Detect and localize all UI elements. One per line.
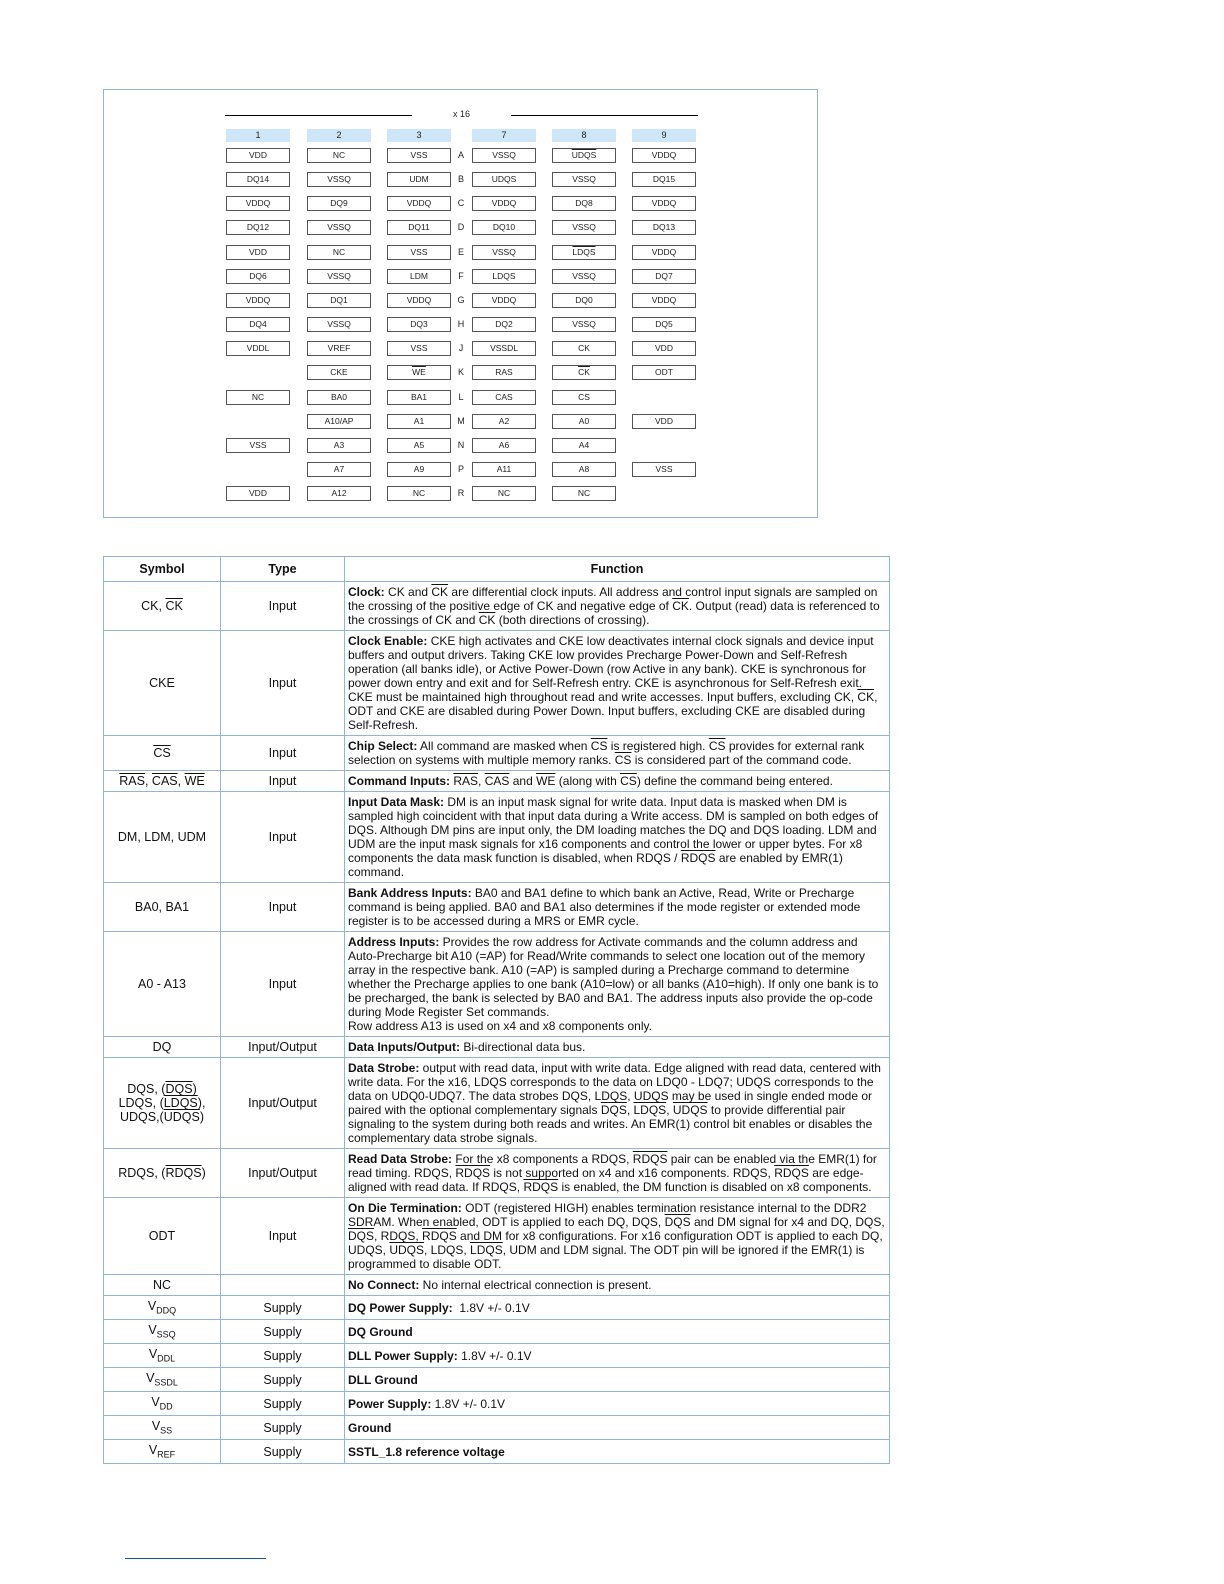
header-symbol: Symbol (104, 557, 221, 582)
ball-L3: BA1 (387, 390, 451, 405)
ball-F3: LDM (387, 269, 451, 284)
ball-H8: VSSQ (552, 317, 616, 332)
row-letter-M: M (457, 415, 465, 426)
table-row (104, 631, 890, 736)
ball-M8: A0 (552, 414, 616, 429)
pin-function: Ground (345, 1416, 890, 1440)
pin-type: Input (221, 792, 345, 883)
ball-R7: NC (472, 486, 536, 501)
column-header-3: 3 (387, 129, 451, 142)
pin-function: Clock: CK and $\overline{CK}$ are differential clock inputs. All address and control input signals are sampled on the crossing of the positive edge of CK and negative edge of $\overline{CK}$. Output (read) data is referenced to the crossings of CK and $\overline{CK}$ (both directions of crossing). (345, 582, 890, 631)
ball-P7: A11 (472, 462, 536, 477)
ball-L8: CS (552, 390, 616, 405)
header-type: Type (221, 557, 345, 582)
ball-H2: VSSQ (307, 317, 371, 332)
ball-D3: DQ11 (387, 220, 451, 235)
pin-symbol: $\overline{RAS}$, $\overline{CAS}$, $\overline{WE}$ (104, 771, 221, 792)
row-letter-J: J (458, 343, 464, 354)
column-header-9: 9 (632, 129, 696, 142)
ball-L1: NC (226, 390, 290, 405)
ball-A7: VSSQ (472, 148, 536, 163)
pin-type: Supply (221, 1392, 345, 1416)
table-row (104, 736, 890, 771)
pin-type: Input (221, 932, 345, 1037)
ball-D1: DQ12 (226, 220, 290, 235)
title-rule-left (225, 115, 412, 116)
table-row (104, 1440, 890, 1464)
ball-F8: VSSQ (552, 269, 616, 284)
ball-N2: A3 (307, 438, 371, 453)
table-row (104, 932, 890, 1037)
pin-symbol: $V_{DDL}$ (104, 1344, 221, 1368)
ball-F7: LDQS (472, 269, 536, 284)
row-letter-L: L (458, 391, 464, 402)
ball-R2: A12 (307, 486, 371, 501)
ball-E8: LDQS (552, 245, 616, 260)
ball-M9: VDD (632, 414, 696, 429)
pin-function: Address Inputs: Provides the row address for Activate commands and the column address and Auto-Precharge bit A10 (=AP) for Read/Write commands to select one location out of the memory array in the respective bank. A10 (=AP) is sampled during a Precharge command to determine whether the Precharge applies to one bank (A10=low) or all banks (A10=high). If only one bank is to be precharged, the bank is selected by BA0 and BA1. The address inputs also provide the op-code during Mode Register Set commands. Row address A13 is used on x4 and x8 components only. (345, 932, 890, 1037)
ball-C7: VDDQ (472, 196, 536, 211)
pin-function: Clock Enable: CKE high activates and CKE low deactivates internal clock signals and device input buffers and output drivers. Taking CKE low provides Precharge Power-Down and Self-Refresh operation (all banks idle), or Active Power-Down (row Active in any bank). CKE is synchronous for power down entry and exit and for Self-Refresh entry. CKE is asynchronous for Self-Refresh exit. CKE must be maintained high throughout read and write accesses. Input buffers, excluding CK, $\overline{CK}$, ODT and CKE are disabled during Power Down. Input buffers, excluding CKE are disabled during Self-Refresh. (345, 631, 890, 736)
pin-function: DLL Ground (345, 1368, 890, 1392)
ball-G8: DQ0 (552, 293, 616, 308)
pin-symbol: BA0, BA1 (104, 883, 221, 932)
pin-type: Input (221, 582, 345, 631)
table-body (104, 582, 890, 1464)
ball-D9: DQ13 (632, 220, 696, 235)
ball-H1: DQ4 (226, 317, 290, 332)
ball-K8: $\overline{CK}$ (552, 365, 616, 380)
ball-R8: NC (552, 486, 616, 501)
pin-symbol: $V_{SSQ}$ (104, 1320, 221, 1344)
ball-C1: VDDQ (226, 196, 290, 211)
table-row (104, 1416, 890, 1440)
ball-G7: VDDQ (472, 293, 536, 308)
ball-B7: UDQS (472, 172, 536, 187)
ball-N1: VSS (226, 438, 290, 453)
ball-J8: CK (552, 341, 616, 356)
row-letter-F: F (458, 270, 464, 281)
ball-D8: VSSQ (552, 220, 616, 235)
ball-H9: DQ5 (632, 317, 696, 332)
ball-N3: A5 (387, 438, 451, 453)
ball-diagram (103, 89, 818, 518)
row-letter-H: H (457, 319, 465, 330)
pin-symbol: DQS, $(\overline{DQS})$ LDQS, (LDQS), UDQS,(UDQS) (104, 1058, 221, 1149)
ball-A3: VSS (387, 148, 451, 163)
ball-F1: DQ6 (226, 269, 290, 284)
table-row (104, 1296, 890, 1320)
table-row (104, 1149, 890, 1198)
table-row (104, 792, 890, 883)
ball-H7: DQ2 (472, 317, 536, 332)
ball-B8: VSSQ (552, 172, 616, 187)
pin-function: Bank Address Inputs: BA0 and BA1 define to which bank an Active, Read, Write or Precharge command is being applied. BA0 and BA1 also determines if the mode register or extended mode register is to be accessed during a MRS or EMR cycle. (345, 883, 890, 932)
pin-symbol: ODT (104, 1198, 221, 1275)
pin-type: Input (221, 883, 345, 932)
ball-J3: VSS (387, 341, 451, 356)
table-row (104, 1320, 890, 1344)
pin-function: Data Inputs/Output: Bi-directional data bus. (345, 1037, 890, 1058)
diagram-title: x 16 (452, 109, 470, 119)
pin-type: Supply (221, 1416, 345, 1440)
table-row (104, 1058, 890, 1149)
ball-H3: DQ3 (387, 317, 451, 332)
column-header-8: 8 (552, 129, 616, 142)
ball-M2: A10/AP (307, 414, 371, 429)
pin-symbol: $V_{DDQ}$ (104, 1296, 221, 1320)
ball-C9: VDDQ (632, 196, 696, 211)
ball-E2: NC (307, 245, 371, 260)
pin-symbol: RDQS, (RDQS) (104, 1149, 221, 1198)
pin-function: DQ Ground (345, 1320, 890, 1344)
ball-K9: ODT (632, 365, 696, 380)
ball-F2: VSSQ (307, 269, 371, 284)
pin-type: Supply (221, 1368, 345, 1392)
pin-symbol: DM, LDM, UDM (104, 792, 221, 883)
ball-J2: VREF (307, 341, 371, 356)
ball-A9: VDDQ (632, 148, 696, 163)
pin-type: Supply (221, 1296, 345, 1320)
ball-C2: DQ9 (307, 196, 371, 211)
ball-E3: VSS (387, 245, 451, 260)
table-row (104, 1392, 890, 1416)
ball-C8: DQ8 (552, 196, 616, 211)
pin-type: Input (221, 736, 345, 771)
pin-symbol: DQ (104, 1037, 221, 1058)
table-row (104, 1344, 890, 1368)
pin-type: Supply (221, 1344, 345, 1368)
row-letter-B: B (457, 174, 464, 185)
ball-G3: VDDQ (387, 293, 451, 308)
ball-K7: RAS (472, 365, 536, 380)
table-row (104, 883, 890, 932)
pin-symbol: $V_{DD}$ (104, 1392, 221, 1416)
row-letter-C: C (457, 198, 465, 209)
pin-function: No Connect: No internal electrical connection is present. (345, 1275, 890, 1296)
pin-symbol: $V_{REF}$ (104, 1440, 221, 1464)
pin-type: Input (221, 771, 345, 792)
pin-function: Data Strobe: output with read data, input with write data. Edge aligned with read data, centered with write data. For the x16, LDQS corresponds to the data on LDQ0 - LDQ7; UDQS corresponds to the data on UDQ0-UDQ7. The data strobes DQS, LDQS, UDQS may be used in single ended mode or paired with the optional complementary signals $\overline{DQS}$, LDQS, UDQS to provide differential pair signaling to the system during both reads and writes. An EMR(1) control bit enables or disables the complementary data strobe signals. (345, 1058, 890, 1149)
pin-function: On Die Termination: ODT (registered HIGH) enables termination resistance internal to the DDR2 SDRAM. When enabled, ODT is applied to each DQ, DQS, $\overline{DQS}$ and DM signal for x4 and DQ, DQS, $\overline{DQS}$, RDQS, RDQS and DM for x8 configurations. For x16 configuration ODT is applied to each DQ, UDQS, UDQS, LDQS, LDQS, UDM and LDM signal. The ODT pin will be ignored if the EMR(1) is programmed to disable ODT. (345, 1198, 890, 1275)
ball-B9: DQ15 (632, 172, 696, 187)
pin-symbol: $\overline{CS}$ (104, 736, 221, 771)
pin-type (221, 1275, 345, 1296)
header-function: Function (345, 557, 890, 582)
ball-F9: DQ7 (632, 269, 696, 284)
table-row (104, 1275, 890, 1296)
pin-type: Supply (221, 1320, 345, 1344)
ball-C3: VDDQ (387, 196, 451, 211)
ball-B1: DQ14 (226, 172, 290, 187)
ball-K2: CKE (307, 365, 371, 380)
ball-E7: VSSQ (472, 245, 536, 260)
ball-A1: VDD (226, 148, 290, 163)
pin-symbol: CKE (104, 631, 221, 736)
pin-function: DQ Power Supply: 1.8V +/- 0.1V (345, 1296, 890, 1320)
row-letter-R: R (457, 488, 465, 499)
row-letter-A: A (457, 150, 464, 160)
ball-D7: DQ10 (472, 220, 536, 235)
table-row (104, 1037, 890, 1058)
ball-G2: DQ1 (307, 293, 371, 308)
ball-A8: UDQS (552, 148, 616, 163)
ball-D2: VSSQ (307, 220, 371, 235)
pin-function: Read Data Strobe: For the x8 components a RDQS, RDQS pair can be enabled via the EMR(1) for read timing. RDQS, RDQS is not supported on x4 and x16 components. RDQS, RDQS are edge-aligned with read data. If RDQS, RDQS is enabled, the DM function is disabled on x8 components. (345, 1149, 890, 1198)
ball-B3: UDM (387, 172, 451, 187)
column-header-7: 7 (472, 129, 536, 142)
ball-P8: A8 (552, 462, 616, 477)
pin-symbol: $V_{SS}$ (104, 1416, 221, 1440)
pin-type: Supply (221, 1440, 345, 1464)
ball-L2: BA0 (307, 390, 371, 405)
ball-E1: VDD (226, 245, 290, 260)
row-letter-K: K (457, 367, 464, 378)
pin-symbol: $V_{SSDL}$ (104, 1368, 221, 1392)
title-rule-right (511, 115, 698, 116)
table-row (104, 582, 890, 631)
pin-description-table (103, 556, 890, 1464)
pin-function: DLL Power Supply: 1.8V +/- 0.1V (345, 1344, 890, 1368)
ball-N8: A4 (552, 438, 616, 453)
pin-function: Power Supply: 1.8V +/- 0.1V (345, 1392, 890, 1416)
pin-symbol: A0 - A13 (104, 932, 221, 1037)
pin-symbol: CK, $\overline{CK}$ (104, 582, 221, 631)
ball-G1: VDDQ (226, 293, 290, 308)
ball-J7: VSSDL (472, 341, 536, 356)
ball-P3: A9 (387, 462, 451, 477)
pin-function: SSTL_1.8 reference voltage (345, 1440, 890, 1464)
column-header-2: 2 (307, 129, 371, 142)
pin-type: Input (221, 1198, 345, 1275)
pin-function: Chip Select: All command are masked when $\overline{CS}$ is registered high. $\overline{CS}$ provides for external rank selection on systems with multiple memory ranks. $\overline{CS}$ is considered part of the command code. (345, 736, 890, 771)
row-letter-E: E (457, 246, 464, 257)
ball-P9: VSS (632, 462, 696, 477)
ball-J9: VDD (632, 341, 696, 356)
pin-function: Command Inputs: $\overline{RAS}$, $\overline{CAS}$ and $\overline{WE}$ (along with $\overline{CS}$) define the command being entered. (345, 771, 890, 792)
ball-L7: CAS (472, 390, 536, 405)
ball-E9: VDDQ (632, 245, 696, 260)
ball-M3: A1 (387, 414, 451, 429)
row-letter-N: N (457, 439, 465, 450)
pin-function: Input Data Mask: DM is an input mask signal for write data. Input data is masked when DM is sampled high coincident with that input data during a Write access. DM is sampled on both edges of DQS. Although DM pins are input only, the DM loading matches the DQ and DQS loading. LDM and UDM are the input mask signals for x16 components and control the lower or upper bytes. For x8 components the data mask function is disabled, when RDQS / RDQS are enabled by EMR(1) command. (345, 792, 890, 883)
pin-type: Input/Output (221, 1037, 345, 1058)
table-row (104, 771, 890, 792)
row-letter-D: D (457, 222, 465, 233)
table-header-row (104, 557, 890, 582)
ball-P2: A7 (307, 462, 371, 477)
footnote-rule (125, 1558, 266, 1559)
row-letter-P: P (457, 463, 464, 474)
column-header-1: 1 (226, 129, 290, 142)
table-row (104, 1368, 890, 1392)
ball-N7: A6 (472, 438, 536, 453)
pin-symbol: NC (104, 1275, 221, 1296)
pin-type: Input/Output (221, 1149, 345, 1198)
ball-B2: VSSQ (307, 172, 371, 187)
pin-type: Input/Output (221, 1058, 345, 1149)
ball-R3: NC (387, 486, 451, 501)
table-row (104, 1198, 890, 1275)
ball-J1: VDDL (226, 341, 290, 356)
pin-type: Input (221, 631, 345, 736)
ball-M7: A2 (472, 414, 536, 429)
row-letter-G: G (457, 294, 465, 305)
ball-A2: NC (307, 148, 371, 163)
ball-K3: $\overline{WE}$ (387, 365, 451, 380)
ball-G9: VDDQ (632, 293, 696, 308)
ball-R1: VDD (226, 486, 290, 501)
